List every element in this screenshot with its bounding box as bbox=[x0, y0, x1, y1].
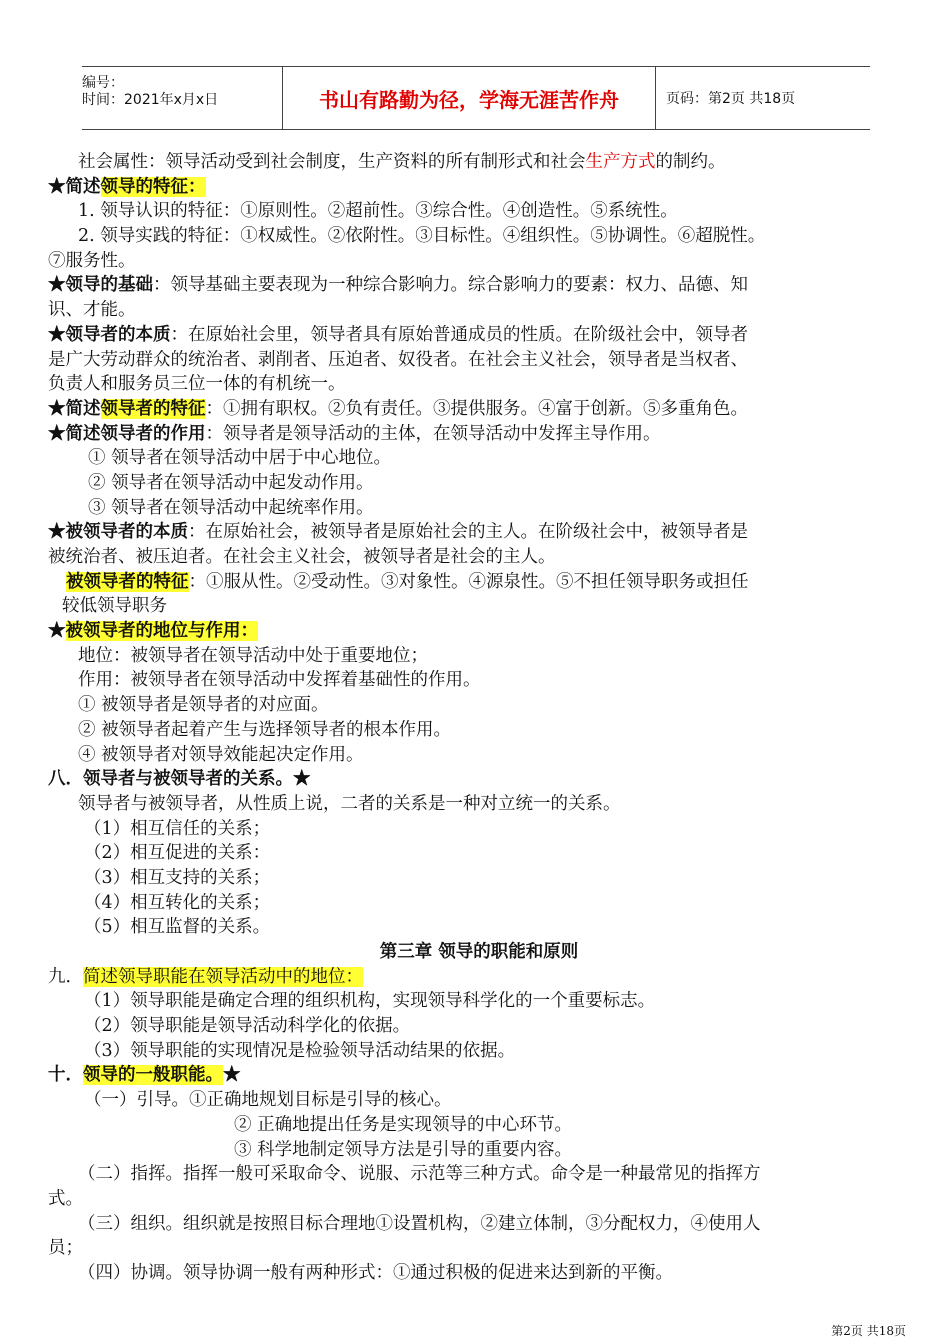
text-segment: 的制约。 bbox=[655, 152, 726, 172]
text-segment: 九． bbox=[48, 966, 83, 987]
text-line bbox=[48, 1236, 910, 1261]
text-line bbox=[48, 1113, 910, 1138]
text-segment: （5）相互监督的关系。 bbox=[84, 917, 271, 938]
text-line bbox=[48, 224, 910, 249]
text-line bbox=[48, 249, 910, 274]
text-line bbox=[48, 298, 910, 323]
text-line bbox=[48, 693, 910, 718]
text-segment: 被领导者的地位与作用： bbox=[65, 621, 258, 642]
text-segment: （2）领导职能是领导活动科学化的依据。 bbox=[84, 1016, 411, 1037]
text-line bbox=[48, 422, 910, 447]
text-segment: ：领导基础主要表现为一种综合影响力。综合影响力的要素：权力、品德、知 bbox=[153, 275, 748, 296]
text-segment: （二）指挥。指挥一般可采取命令、说服、示范等三种方式。命令是一种最常见的指挥方 bbox=[78, 1164, 761, 1185]
text-segment: ⑦服务性。 bbox=[48, 250, 136, 271]
text-segment: 生产方式 bbox=[585, 152, 656, 172]
header-time: 时间：2021年x月x日 bbox=[82, 92, 219, 108]
text-line bbox=[48, 496, 910, 521]
text-segment: ★简述领导者的作用 bbox=[48, 423, 206, 444]
text-line bbox=[48, 1138, 910, 1163]
text-line bbox=[48, 866, 910, 891]
text-segment: ② 被领导者起着产生与选择领导者的根本作用。 bbox=[78, 719, 452, 740]
text-line bbox=[48, 1212, 910, 1237]
text-line bbox=[48, 594, 910, 619]
text-segment: ① 领导者在领导活动中居于中心地位。 bbox=[88, 448, 392, 469]
text-line bbox=[48, 989, 910, 1014]
text-line bbox=[48, 743, 910, 768]
text-line bbox=[48, 372, 910, 397]
text-segment: 是广大劳动群众的统治者、剥削者、压迫者、奴役者。在社会主义社会，领导者是当权者、 bbox=[48, 349, 748, 370]
text-segment: ★ bbox=[48, 621, 66, 642]
text-segment: 负责人和服务员三位一体的有机统一。 bbox=[48, 374, 346, 395]
page-footer: 第2页 共18页 bbox=[831, 1324, 906, 1338]
text-line bbox=[48, 1088, 910, 1113]
text-line bbox=[48, 619, 910, 644]
text-segment: ③ 科学地制定领导方法是引导的重要内容。 bbox=[234, 1139, 573, 1160]
text-segment: （一）引导。①正确地规划目标是引导的核心。 bbox=[84, 1090, 452, 1111]
text-segment: 第三章 领导的职能和原则 bbox=[379, 942, 579, 962]
text-segment: （三）组织。组织就是按照目标合理地①设置机构，②建立体制，③分配权力，④使用人 bbox=[78, 1213, 761, 1234]
text-line bbox=[48, 965, 910, 990]
text-line bbox=[48, 199, 910, 224]
text-line bbox=[48, 792, 910, 817]
text-segment: 社会属性：领导活动受到社会制度，生产资料的所有制形式和社会 bbox=[78, 152, 586, 172]
text-segment: ：在原始社会里，领导者具有原始普通成员的性质。在阶级社会中，领导者 bbox=[170, 324, 748, 345]
text-segment: ：①服从性。②受动性。③对象性。④源泉性。⑤不担任领导职务或担任 bbox=[188, 571, 749, 592]
text-line bbox=[48, 1014, 910, 1039]
text-segment: 领导者与被领导者，从性质上说，二者的关系是一种对立统一的关系。 bbox=[78, 793, 621, 814]
text-segment: 员； bbox=[48, 1238, 83, 1259]
text-line bbox=[48, 397, 910, 422]
text-segment: 地位：被领导者在领导活动中处于重要地位； bbox=[78, 645, 428, 666]
text-line bbox=[48, 323, 910, 348]
text-segment: ② 正确地提出任务是实现领导的中心环节。 bbox=[234, 1114, 573, 1135]
text-line bbox=[48, 668, 910, 693]
text-line bbox=[48, 273, 910, 298]
text-segment: 1. 领导认识的特征：①原则性。②超前性。③综合性。④创造性。⑤系统性。 bbox=[78, 201, 678, 222]
text-line bbox=[48, 915, 910, 940]
text-segment: ③ 领导者在领导活动中起统率作用。 bbox=[88, 497, 374, 518]
text-segment: ④ 被领导者对领导效能起决定作用。 bbox=[78, 744, 364, 765]
text-segment: 领导的一般职能。 bbox=[83, 1065, 223, 1086]
text-line bbox=[48, 718, 910, 743]
text-segment: ★简述 bbox=[48, 398, 101, 419]
text-line bbox=[48, 767, 910, 792]
text-segment: ① 被领导者是领导者的对应面。 bbox=[78, 695, 329, 716]
text-segment: （1）相互信任的关系； bbox=[84, 818, 271, 839]
text-segment: （2）相互促进的关系： bbox=[84, 843, 271, 864]
text-line bbox=[48, 520, 910, 545]
text-line bbox=[48, 570, 910, 595]
text-line bbox=[48, 891, 910, 916]
text-segment: （3）领导职能的实现情况是检验领导活动结果的依据。 bbox=[84, 1040, 516, 1061]
text-segment: 较低领导职务 bbox=[62, 596, 167, 617]
text-line bbox=[48, 1063, 910, 1088]
text-line bbox=[48, 817, 910, 842]
text-segment: 领导的特征： bbox=[100, 176, 206, 197]
text-line bbox=[48, 446, 910, 471]
text-segment: ★领导的基础 bbox=[48, 275, 153, 296]
header-motto: 书山有路勤为径，学海无涯苦作舟 bbox=[282, 67, 656, 129]
text-segment: 被领导者的特征 bbox=[66, 571, 189, 592]
text-segment: ★简述 bbox=[48, 176, 101, 197]
page-header bbox=[82, 66, 870, 130]
header-code: 编号： bbox=[82, 75, 124, 91]
text-line bbox=[48, 150, 910, 175]
text-segment: 十． bbox=[48, 1065, 83, 1086]
text-line bbox=[48, 471, 910, 496]
text-segment: （1）领导职能是确定合理的组织机构，实现领导科学化的一个重要标志。 bbox=[84, 991, 656, 1012]
header-meta bbox=[82, 67, 282, 129]
text-segment: （4）相互转化的关系； bbox=[84, 892, 271, 913]
text-line bbox=[48, 841, 910, 866]
text-segment: 简述领导职能在领导活动中的地位： bbox=[83, 966, 363, 987]
text-segment: ：①拥有职权。②负有责任。③提供服务。④富于创新。⑤多重角色。 bbox=[205, 398, 748, 419]
document-body bbox=[48, 150, 910, 1286]
text-line bbox=[48, 1187, 910, 1212]
text-segment: ：在原始社会，被领导者是原始社会的主人。在阶级社会中，被领导者是 bbox=[188, 522, 748, 543]
header-page: 页码：第2页 共18页 bbox=[666, 91, 796, 107]
text-line bbox=[48, 940, 910, 965]
text-segment: 2. 领导实践的特征：①权威性。②依附性。③目标性。④组织性。⑤协调性。⑥超脱性。 bbox=[78, 226, 766, 247]
text-segment: （3）相互支持的关系； bbox=[84, 867, 271, 888]
text-segment: ：领导者是领导活动的主体，在领导活动中发挥主导作用。 bbox=[205, 423, 661, 444]
text-line bbox=[48, 348, 910, 373]
text-line bbox=[48, 175, 910, 200]
text-line bbox=[48, 1039, 910, 1064]
text-segment: 领导者的特征 bbox=[100, 398, 206, 419]
text-line bbox=[48, 1261, 910, 1286]
text-segment: 识、才能。 bbox=[48, 300, 136, 321]
text-segment: 八．领导者与被领导者的关系。★ bbox=[48, 769, 311, 790]
text-line bbox=[48, 1162, 910, 1187]
text-segment: ★领导者的本质 bbox=[48, 324, 171, 345]
text-segment: ② 领导者在领导活动中起发动作用。 bbox=[88, 472, 374, 493]
text-segment: ★被领导者的本质 bbox=[48, 522, 188, 543]
text-segment: 被统治者、被压迫者。在社会主义社会，被领导者是社会的主人。 bbox=[48, 547, 556, 567]
text-segment: 作用：被领导者在领导活动中发挥着基础性的作用。 bbox=[78, 670, 481, 691]
text-segment: （四）协调。领导协调一般有两种形式：①通过积极的促进来达到新的平衡。 bbox=[78, 1262, 673, 1283]
text-line bbox=[48, 545, 910, 570]
text-segment: 式。 bbox=[48, 1188, 83, 1209]
text-segment: ★ bbox=[223, 1065, 241, 1086]
text-line bbox=[48, 644, 910, 669]
